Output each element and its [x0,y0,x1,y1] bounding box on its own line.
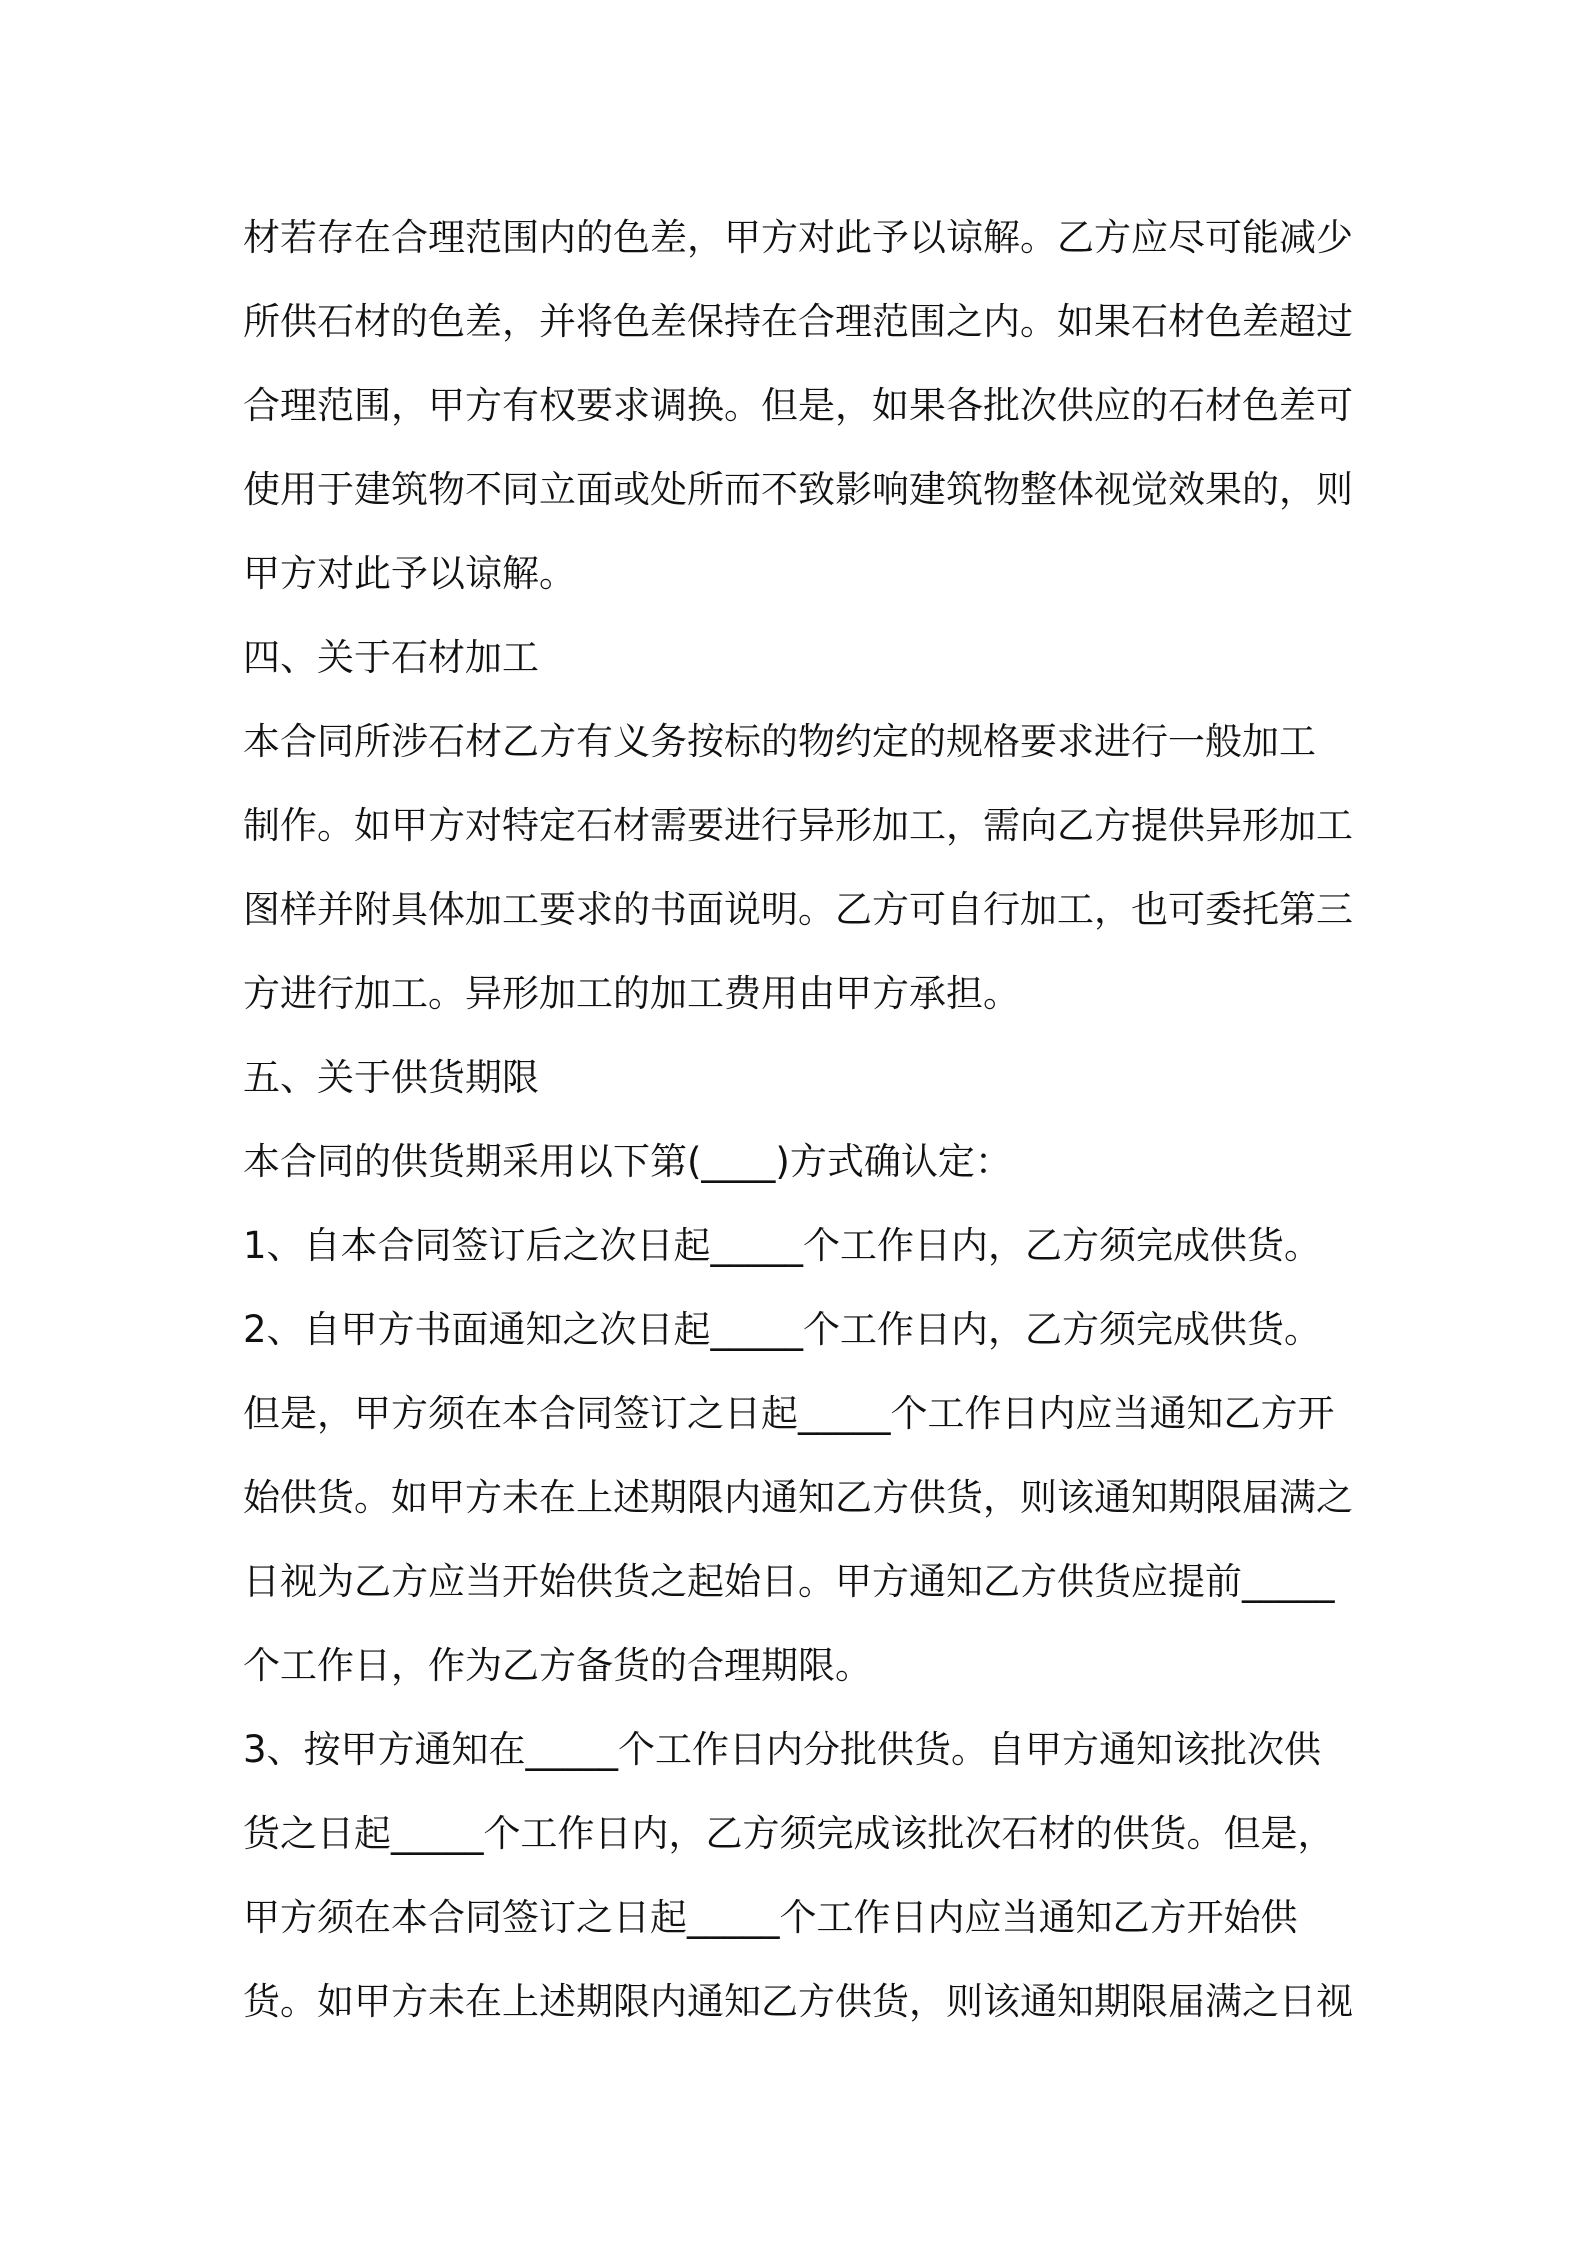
paragraph-line: 甲方须在本合同签订之日起_____个工作日内应当通知乙方开始供 [243,1896,1298,1939]
paragraph-line: 个工作日，作为乙方备货的合理期限。 [243,1644,872,1687]
paragraph-line: 货。如甲方未在上述期限内通知乙方供货，则该通知期限届满之日视 [243,1980,1353,2023]
section-heading-processing: 四、关于石材加工 [243,636,539,679]
paragraph-line: 日视为乙方应当开始供货之起始日。甲方通知乙方供货应提前_____ [243,1560,1335,1603]
paragraph-line: 方进行加工。异形加工的加工费用由甲方承担。 [243,972,1020,1015]
paragraph-line: 甲方对此予以谅解。 [243,552,576,595]
list-item-2: 2、自甲方书面通知之次日起_____个工作日内，乙方须完成供货。 [243,1308,1322,1351]
document-body [243,196,1355,2044]
paragraph-line: 制作。如甲方对特定石材需要进行异形加工，需向乙方提供异形加工 [243,804,1353,847]
paragraph-line: 本合同所涉石材乙方有义务按标的物约定的规格要求进行一般加工 [243,720,1316,763]
paragraph-line: 材若存在合理范围内的色差，甲方对此予以谅解。乙方应尽可能减少 [243,216,1353,259]
paragraph-line: 图样并附具体加工要求的书面说明。乙方可自行加工，也可委托第三 [243,888,1353,931]
list-item-3: 3、按甲方通知在_____个工作日内分批供货。自甲方通知该批次供 [243,1728,1322,1771]
paragraph-line: 始供货。如甲方未在上述期限内通知乙方供货，则该通知期限届满之 [243,1476,1353,1519]
paragraph-line: 货之日起_____个工作日内，乙方须完成该批次石材的供货。但是， [243,1812,1335,1855]
paragraph-line: 合理范围，甲方有权要求调换。但是，如果各批次供应的石材色差可 [243,384,1353,427]
paragraph-line: 本合同的供货期采用以下第(____)方式确认定： [243,1140,1012,1183]
paragraph-line: 但是，甲方须在本合同签订之日起_____个工作日内应当通知乙方开 [243,1392,1335,1435]
section-heading-delivery-period: 五、关于供货期限 [243,1056,539,1099]
paragraph-line: 所供石材的色差，并将色差保持在合理范围之内。如果石材色差超过 [243,300,1353,343]
paragraph-line: 使用于建筑物不同立面或处所而不致影响建筑物整体视觉效果的，则 [243,468,1353,511]
list-item-1: 1、自本合同签订后之次日起_____个工作日内，乙方须完成供货。 [243,1224,1322,1267]
